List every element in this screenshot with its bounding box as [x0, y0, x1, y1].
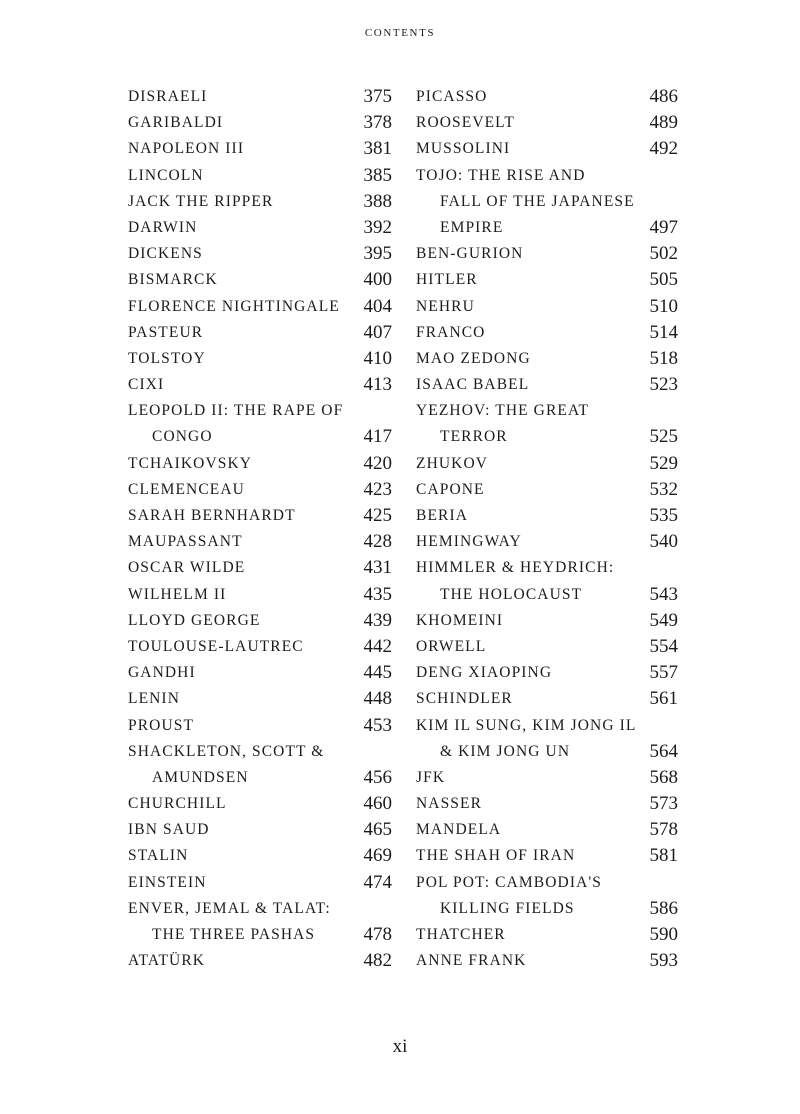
- toc-entry-page: 482: [363, 950, 392, 972]
- toc-entry-page: 442: [363, 635, 392, 657]
- toc-entry: [128, 660, 392, 686]
- toc-entry-page: 431: [363, 557, 392, 579]
- toc-entry: [416, 241, 678, 267]
- toc-entry-title: STALIN: [128, 847, 189, 865]
- toc-entry: [416, 424, 678, 450]
- toc-entry-page: 400: [363, 269, 392, 291]
- toc-entry-title: THE SHAH OF IRAN: [416, 847, 576, 865]
- toc-entry-title: SARAH BERNHARDT: [128, 507, 296, 524]
- toc-entry: [416, 84, 678, 110]
- toc-entry-title: EMPIRE: [440, 218, 504, 236]
- toc-entry: [416, 398, 678, 424]
- toc-entry-title: KIM IL SUNG, KIM JONG IL: [416, 716, 637, 734]
- toc-entry-page: 428: [363, 531, 392, 553]
- toc-entry-page: 435: [363, 583, 392, 605]
- toc-entry-page: 465: [363, 819, 392, 841]
- toc-entry-title: PROUST: [128, 716, 195, 734]
- toc-entry-title: CONGO: [152, 428, 213, 446]
- toc-entry: [128, 84, 392, 110]
- toc-entry-page: 392: [363, 216, 392, 238]
- toc-entry: [416, 686, 678, 712]
- toc-entry-title: ATATÜRK: [128, 952, 206, 970]
- toc-entry: [128, 320, 392, 346]
- toc-entry-title: TERROR: [440, 428, 508, 446]
- toc-entry: [416, 582, 678, 608]
- toc-entry: [416, 713, 678, 739]
- toc-entry-page: 492: [649, 138, 678, 160]
- toc-entry-page: 532: [649, 478, 678, 500]
- toc-entry: [128, 372, 392, 398]
- toc-entry-page: 593: [649, 950, 678, 972]
- toc-entry-title: JACK THE RIPPER: [128, 192, 274, 210]
- toc-entry-page: 518: [649, 347, 678, 369]
- toc-entry: [128, 189, 392, 215]
- toc-entry: [416, 503, 678, 529]
- toc-entry: [416, 451, 678, 477]
- toc-entry: [128, 582, 392, 608]
- toc-entry: [416, 791, 678, 817]
- toc-entry: [128, 870, 392, 896]
- toc-entry-title: KILLING FIELDS: [440, 899, 575, 917]
- toc-entry-title: JFK: [416, 768, 446, 786]
- toc-entry-page: 535: [649, 505, 678, 526]
- toc-entry-title: TOULOUSE-LAUTREC: [128, 637, 304, 655]
- toc-entry-page: 417: [363, 426, 392, 448]
- toc-entry-page: 489: [649, 112, 678, 134]
- toc-entry-title: ORWELL: [416, 637, 487, 655]
- toc-entry: [128, 765, 392, 791]
- toc-entry: [416, 372, 678, 398]
- toc-entry-title: OSCAR WILDE: [128, 559, 246, 577]
- toc-entry-title: FALL OF THE JAPANESE: [440, 192, 635, 210]
- toc-entry: [128, 739, 392, 765]
- contents-left-column: [128, 84, 392, 974]
- toc-entry-page: 505: [649, 269, 678, 291]
- toc-entry-title: PASTEUR: [128, 323, 204, 341]
- toc-entry: [128, 241, 392, 267]
- toc-entry: [416, 922, 678, 948]
- toc-entry-title: CIXI: [128, 376, 165, 394]
- toc-entry-title: BERIA: [416, 507, 468, 524]
- toc-entry: [128, 555, 392, 581]
- toc-entry-page: 410: [363, 347, 392, 369]
- toc-entry-title: ANNE FRANK: [416, 952, 527, 970]
- toc-entry: [416, 634, 678, 660]
- toc-entry-title: MUSSOLINI: [416, 140, 511, 158]
- toc-entry: [128, 922, 392, 948]
- toc-entry-page: 568: [649, 766, 678, 788]
- toc-entry-title: DARWIN: [128, 218, 198, 236]
- toc-entry-title: SHACKLETON, SCOTT &: [128, 742, 325, 760]
- toc-entry: [416, 555, 678, 581]
- toc-entry-title: LENIN: [128, 690, 180, 708]
- toc-entry-title: GARIBALDI: [128, 114, 224, 132]
- toc-entry-page: 407: [363, 321, 392, 343]
- toc-entry-page: 469: [363, 845, 392, 867]
- toc-entry-title: DENG XIAOPING: [416, 664, 553, 682]
- toc-entry: [416, 739, 678, 765]
- toc-entry-title: BISMARCK: [128, 271, 218, 289]
- toc-entry-title: MAUPASSANT: [128, 533, 243, 551]
- toc-entry-title: LINCOLN: [128, 166, 204, 184]
- toc-entry: [416, 189, 678, 215]
- toc-entry-title: WILHELM II: [128, 585, 227, 603]
- toc-entry-page: 529: [649, 452, 678, 474]
- toc-entry: [128, 477, 392, 503]
- toc-entry-title: CHURCHILL: [128, 795, 227, 813]
- toc-entry: [416, 163, 678, 189]
- toc-entry-title: MAO ZEDONG: [416, 349, 531, 367]
- toc-entry-title: HEMINGWAY: [416, 533, 522, 551]
- toc-entry-title: THE THREE PASHAS: [152, 926, 316, 943]
- toc-entry-page: 486: [649, 86, 678, 107]
- toc-entry-page: 561: [649, 688, 678, 710]
- toc-entry-page: 375: [363, 86, 392, 107]
- toc-entry-page: 448: [363, 688, 392, 710]
- toc-entry-page: 456: [363, 766, 392, 788]
- toc-entry-title: POL POT: CAMBODIA'S: [416, 873, 602, 891]
- toc-entry-title: DISRAELI: [128, 88, 208, 105]
- toc-entry-page: 439: [363, 609, 392, 631]
- toc-entry-title: KHOMEINI: [416, 611, 504, 629]
- toc-entry: [128, 346, 392, 372]
- toc-entry-page: 425: [363, 505, 392, 526]
- toc-entry-title: SCHINDLER: [416, 690, 513, 708]
- toc-entry-page: 581: [649, 845, 678, 867]
- contents-right-column: [416, 84, 678, 974]
- toc-entry-title: FLORENCE NIGHTINGALE: [128, 297, 340, 315]
- toc-entry-title: EINSTEIN: [128, 873, 207, 891]
- toc-entry: [416, 294, 678, 320]
- toc-entry-title: GANDHI: [128, 664, 196, 682]
- toc-entry-title: HITLER: [416, 271, 478, 289]
- toc-entry: [416, 896, 678, 922]
- toc-entry-page: 564: [649, 740, 678, 762]
- toc-entry: [128, 686, 392, 712]
- toc-entry-title: YEZHOV: THE GREAT: [416, 402, 590, 420]
- toc-entry-title: THE HOLOCAUST: [440, 585, 583, 603]
- toc-entry-page: 525: [649, 426, 678, 448]
- toc-entry: [128, 843, 392, 869]
- toc-entry-title: NAPOLEON III: [128, 140, 245, 158]
- toc-entry-page: 510: [649, 295, 678, 317]
- toc-entry-page: 590: [649, 924, 678, 945]
- toc-entry-title: CLEMENCEAU: [128, 480, 245, 498]
- toc-entry-page: 514: [649, 321, 678, 343]
- toc-entry: [128, 791, 392, 817]
- toc-entry-title: AMUNDSEN: [152, 768, 249, 786]
- toc-entry-title: CAPONE: [416, 480, 485, 498]
- toc-entry: [416, 608, 678, 634]
- toc-entry-page: 404: [363, 295, 392, 317]
- toc-entry-page: 540: [649, 531, 678, 553]
- toc-entry-title: THATCHER: [416, 926, 506, 943]
- toc-entry-page: 478: [363, 924, 392, 945]
- toc-entry: [128, 136, 392, 162]
- toc-entry: [416, 320, 678, 346]
- toc-entry: [128, 608, 392, 634]
- toc-entry-title: ISAAC BABEL: [416, 376, 530, 394]
- toc-entry-title: ENVER, JEMAL & TALAT:: [128, 899, 331, 917]
- toc-entry: [416, 346, 678, 372]
- toc-entry: [128, 215, 392, 241]
- toc-entry-title: HIMMLER & HEYDRICH:: [416, 559, 615, 577]
- toc-entry-page: 578: [649, 819, 678, 841]
- toc-entry-page: 445: [363, 662, 392, 684]
- toc-entry-page: 549: [649, 609, 678, 631]
- toc-entry: [128, 896, 392, 922]
- toc-entry-title: PICASSO: [416, 88, 488, 105]
- toc-entry-page: 413: [363, 374, 392, 396]
- toc-entry: [128, 634, 392, 660]
- toc-entry-title: IBN SAUD: [128, 821, 210, 839]
- toc-entry-page: 586: [649, 897, 678, 919]
- toc-entry-title: ZHUKOV: [416, 454, 489, 472]
- toc-entry-title: DICKENS: [128, 245, 203, 263]
- toc-entry: [416, 477, 678, 503]
- toc-entry-page: 381: [363, 138, 392, 160]
- toc-entry: [128, 451, 392, 477]
- toc-entry: [416, 660, 678, 686]
- toc-entry-title: TOLSTOY: [128, 349, 206, 367]
- toc-entry: [128, 529, 392, 555]
- toc-entry-title: TOJO: THE RISE AND: [416, 166, 586, 184]
- toc-entry-page: 388: [363, 190, 392, 212]
- toc-entry-page: 573: [649, 793, 678, 815]
- toc-entry-title: & KIM JONG UN: [440, 742, 571, 760]
- toc-entry: [128, 817, 392, 843]
- toc-entry: [128, 398, 392, 424]
- toc-entry-page: 554: [649, 635, 678, 657]
- toc-entry: [416, 817, 678, 843]
- toc-entry: [128, 294, 392, 320]
- toc-entry-title: NASSER: [416, 795, 483, 813]
- toc-entry: [128, 424, 392, 450]
- toc-entry-title: FRANCO: [416, 323, 486, 341]
- toc-entry-title: MANDELA: [416, 821, 502, 839]
- toc-entry: [416, 765, 678, 791]
- toc-entry-page: 497: [649, 216, 678, 238]
- toc-entry-page: 543: [649, 583, 678, 605]
- toc-entry: [128, 713, 392, 739]
- page-header: contents: [364, 24, 436, 40]
- toc-entry: [416, 110, 678, 136]
- toc-entry-title: TCHAIKOVSKY: [128, 454, 253, 472]
- toc-entry: [416, 215, 678, 241]
- toc-entry: [416, 870, 678, 896]
- toc-entry-page: 395: [363, 243, 392, 265]
- toc-entry-title: LLOYD GEORGE: [128, 611, 261, 629]
- toc-entry: [416, 948, 678, 974]
- toc-entry: [416, 843, 678, 869]
- toc-entry-title: LEOPOLD II: THE RAPE OF: [128, 402, 344, 420]
- toc-entry-title: NEHRU: [416, 297, 475, 315]
- toc-entry: [416, 267, 678, 293]
- toc-entry: [128, 267, 392, 293]
- page-number: xi: [392, 1036, 408, 1057]
- toc-entry-page: 460: [363, 793, 392, 815]
- toc-entry-title: ROOSEVELT: [416, 114, 515, 132]
- toc-entry-page: 423: [363, 478, 392, 500]
- toc-entry-page: 557: [649, 662, 678, 684]
- toc-entry: [416, 529, 678, 555]
- toc-entry-page: 474: [363, 871, 392, 893]
- toc-entry: [128, 110, 392, 136]
- toc-entry: [416, 136, 678, 162]
- toc-entry-page: 453: [363, 714, 392, 736]
- toc-entry: [128, 163, 392, 189]
- toc-entry-title: BEN-GURION: [416, 245, 524, 263]
- toc-entry-page: 502: [649, 243, 678, 265]
- toc-entry: [128, 503, 392, 529]
- toc-entry-page: 420: [363, 452, 392, 474]
- toc-entry-page: 378: [363, 112, 392, 134]
- toc-entry-page: 523: [649, 374, 678, 396]
- toc-entry-page: 385: [363, 164, 392, 186]
- toc-entry: [128, 948, 392, 974]
